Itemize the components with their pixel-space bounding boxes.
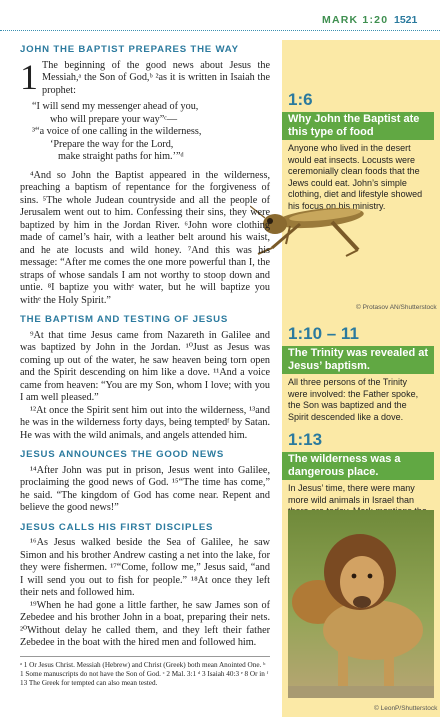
note-reference: 1:6	[288, 90, 313, 109]
running-head: MARK 1:20	[322, 14, 389, 26]
study-note-1-10	[282, 324, 440, 423]
chapter-number: 1	[20, 56, 38, 97]
note-reference: 1:10 – 11	[288, 324, 359, 343]
scripture-paragraph: ⁹At that time Jesus came from Nazareth in Galilee and was baptized by John in the Jordan. ¹⁰Just as Jesus was coming up out of the water, he saw heaven being torn open and the Spirit descending on him like a dove. ¹¹And a voice came from heaven: “You are my Son, whom I love; with you I am well pleased.”	[20, 329, 270, 403]
scripture-paragraph: ¹²At once the Spirit sent him out into the wilderness, ¹³and he was in the wilderness forty days, being temptedᶠ by Satan. He was with the wild animals, and angels attended him.	[20, 404, 270, 441]
photo-credit: © LeonP/Shutterstock	[374, 705, 438, 712]
note-title: The wilderness was a dangerous place.	[282, 452, 434, 480]
section-heading: JESUS CALLS HIS FIRST DISCIPLES	[20, 521, 214, 533]
scripture-paragraph: ¹⁶As Jesus walked beside the Sea of Galilee, he saw Simon and his brother Andrew casting a net into the lake, for they were fishermen. ¹⁷“Come, follow me,” Jesus said, “and I will send you out to fish for people.” ¹⁸At once they left their nets and followed him.	[20, 537, 270, 598]
footnotes: ᵃ 1 Or Jesus Christ. Messiah (Hebrew) and Christ (Greek) both mean Anointed One. ᵇ 1 Some manuscripts do not have the Son of God. ᶜ 2 Mal. 3:1 ᵈ 3 Isaiah 40:3 ᵉ 8 Or in ᶠ 13 The Greek for tempted can also mean tested.	[20, 656, 270, 688]
verse-text: The beginning of the good news about Jesus the Messiah,ᵃ the Son of God,ᵇ ²as it is written in Isaiah the prophet:	[42, 59, 270, 96]
scripture-text	[20, 44, 270, 688]
photo-credit: © Protasov AN/Shutterstock	[356, 304, 437, 311]
lion-photo	[288, 510, 434, 698]
note-title: Why John the Baptist ate this type of food	[282, 112, 434, 140]
note-body: Anyone who lived in the desert would eat insects. Locusts were ceremonially clean foods that the Jews could eat. John’s simple clothing, diet and lifestyle showed his focus on his ministry.	[288, 143, 423, 211]
scripture-paragraph	[20, 56, 270, 98]
note-reference: 1:13	[288, 430, 323, 449]
note-title: The Trinity was revealed at Jesus’ baptism.	[282, 346, 434, 374]
poetry-line: ³“a voice of one calling in the wilderness,	[32, 126, 202, 137]
note-body: All three persons of the Trinity were involved: the Father spoke, the Son was baptized and the Spirit descended like a dove.	[288, 377, 419, 422]
poetry-quote	[32, 101, 270, 164]
scripture-paragraph: ⁴And so John the Baptist appeared in the wilderness, preaching a baptism of repentance for the forgiveness of sins. ⁵The whole Judean countryside and all the people of Jerusalem went out to him. Confessing their sins, they were baptized by him in the Jordan River. ⁶John wore clothing made of camel’s hair, with a leather belt around his waist, and he ate locusts and wild honey. ⁷And this was his message: “After me comes the one more powerful than I, the straps of whose sandals I am not worthy to stoop down and untie. ⁸I baptize you withᵉ water, but he will baptize you withᵉ the Holy Spirit.”	[20, 169, 270, 306]
poetry-line: who will prepare your way”ᶜ—	[50, 113, 178, 125]
poetry-line: ‘Prepare the way for the Lord,	[50, 138, 174, 150]
scripture-paragraph: ¹⁴After John was put in prison, Jesus went into Galilee, proclaiming the good news of God. ¹⁵“The time has come,” he said. “The kingdom of God has come near. Repent and believe the good news!”	[20, 464, 270, 513]
page-header	[0, 14, 440, 31]
section-heading: THE BAPTISM AND TESTING OF JESUS	[20, 314, 229, 325]
scripture-paragraph: ¹⁹When he had gone a little farther, he saw James son of Zebedee and his brother John in a boat, preparing their nets. ²⁰Without delay he called them, and they left their father Zebedee in the boat with the hired men and followed him.	[20, 599, 270, 648]
poetry-line: “I will send my messenger ahead of you,	[32, 101, 199, 112]
section-heading: JOHN THE BAPTIST PREPARES THE WAY	[20, 44, 239, 55]
section-heading: JESUS ANNOUNCES THE GOOD NEWS	[20, 449, 225, 460]
note-body: In Jesus’ time, there were many more wild animals in Israel than	[288, 483, 415, 505]
poetry-line: make straight paths for him.’”ᵈ	[58, 151, 184, 162]
page-number: 1521	[394, 14, 418, 26]
